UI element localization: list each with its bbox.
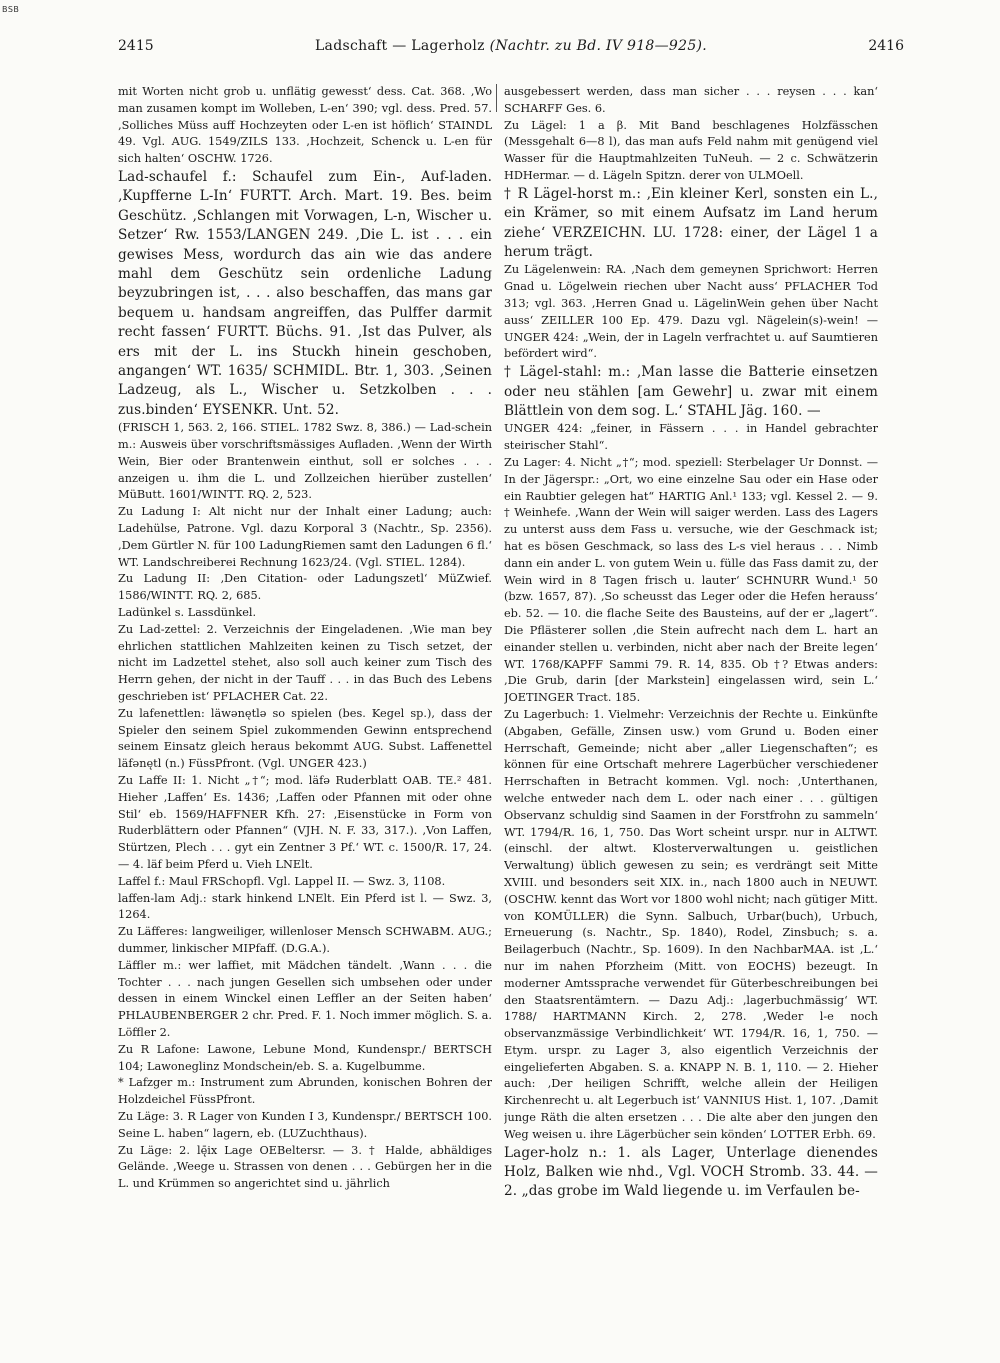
entry-text: (FRISCH 1, 563. 2, 166. STIEL. 1782 Swz. 8, 386.) — Lad-schein m.: Ausweis über vorschriftsmässiges Aufladen. ‚Wenn der Wirth Wein, Bier oder Brantenwein einthut, soll er solches . . . anzeigen u. ihm die L. und Zollzeichen hierüber zustellen‘ MüButt. 1601/WINTT. RQ. 2, 523. — [118, 421, 492, 502]
entry-text: Zu Ladung II: ‚Den Citation- oder Ladungszetl‘ MüZwief. 1586/WINTT. RQ. 2, 685. — [118, 572, 492, 603]
dictionary-entry — [118, 504, 492, 571]
entry-text: UNGER 424: „feiner, in Fässern . . . in Handel gebrachter steirischer Stahl“. — [504, 422, 878, 453]
right-column — [504, 84, 878, 1259]
dictionary-entry — [504, 421, 878, 455]
dictionary-entry — [118, 891, 492, 925]
dictionary-entry — [118, 571, 492, 605]
entry-text: Zu Laffe II: 1. Nicht „†“; mod. läfə Ruderblatt OAB. TE.² 481. Hieher ‚Laffen‘ Es. 1436; ‚Laffen oder Pfannen mit oder ohne Stil‘ eb. 1569/HAFFNER Kfh. 27: ‚Eisenstücke in Form von Ruderblättern oder Pfannen“ (VJH. N. F. 33, 317.). ‚Von Laffen, Stürtzen, Plech . . . gyt ein Zentner 3 Pf.‘ WT. c. 1500/R. 17, 24. — 4. läf beim Pferd u. Vieh LNElt. — [118, 774, 492, 871]
dictionary-entry — [118, 958, 492, 1042]
running-title-note: (Nachtr. zu Bd. IV 918—925). — [489, 38, 708, 54]
entry-text: Läffler m.: wer laffiet, mit Mädchen tändelt. ‚Wann . . . die Tochter . . . nach jungen Gesellen sich umbsehen oder under dessen in einem Winckel einen Leffler an der Seiten haben‘ PHLAUBENBERGER 2 chr. Pred. F. 1. Noch immer möglich. S. a. Löffler 2. — [118, 958, 492, 1039]
dictionary-entry — [118, 622, 492, 706]
entry-text: Laffel f.: Maul FRSchopfl. Vgl. Lappel II. — Swz. 3, 1108. — [118, 874, 446, 888]
entry-text: Zu Lad-zettel: 2. Verzeichnis der Eingeladenen. ‚Wie man bey ehrlichen stattlichen Mahlzeiten keinen zu Tisch setzet, der nicht im Ladzettel stehet, also soll auch keiner zum Tisch des Herrn gehen, der nicht in der Tauff . . . in das Buch des Lebens geschrieben ist‘ PFLACHER Cat. 22. — [118, 622, 492, 704]
entry-text: ausgebessert werden, dass man sicher . . . reysen . . . kan‘ SCHARFF Ges. 6. — [504, 85, 878, 115]
entry-text: * Lafzger m.: Instrument zum Abrunden, konischen Bohren der Holzdeichel FüssPfront. — [118, 1076, 492, 1107]
dictionary-entry — [118, 168, 492, 420]
dictionary-entry — [504, 363, 878, 421]
dictionary-entry — [118, 605, 492, 622]
dictionary-entry — [504, 1144, 878, 1202]
entry-text: Zu lafenettlen: läwənętlə so spielen (bes. Kegel sp.), dass der Spieler den seinem Spiel zukommenden Gewinn entsprechend seinem Einsatz gleich heraus bekommt AUG. Subst. Laffenettel läfənętl (n.) FüssPfront. (Vgl. UNGER 423.) — [118, 706, 492, 771]
entry-text: Zu Ladung I: Alt nicht nur der Inhalt einer Ladung; auch: Ladehülse, Patrone. Vgl. dazu Korporal 3 (Nachtr., Sp. 2356). ‚Dem Gürtler N. für 100 LadungRiemen samt den Ladungen 6 fl.‘ WT. Landschreiberei Rechnung 1623/24. (Vgl. STIEL. 1284). — [118, 505, 492, 569]
dictionary-entry — [504, 455, 878, 707]
entry-text: Lager-holz n.: 1. als Lager, Unterlage dienendes Holz, Balken wie nhd., Vgl. VOCH Stromb. 33. 44. — 2. „das grobe im Wald liegende u. im Verfaulen be- — [504, 1144, 878, 1200]
dictionary-entry — [118, 1143, 492, 1193]
page-number-left: 2415 — [118, 38, 154, 54]
dictionary-entry — [118, 773, 492, 874]
entry-text: Zu Lägel: 1 a β. Mit Band beschlagenes Holzfässchen (Messgehalt 6—8 l), das man aufs Feld nahm mit genügend viel Wasser für die Hauptmahlzeiten TuNeuh. — 2 c. Schwätzerin HDHermar. — d. Lägeln Spitzn. derer von ULMOell. — [504, 118, 878, 182]
entry-text: Ladünkel s. Lassdünkel. — [118, 606, 257, 620]
dictionary-entry — [504, 185, 878, 263]
entry-text: Zu Läge: 3. R Lager von Kunden I 3, Kundenspr./ BERTSCH 100. Seine L. haben“ lagern, eb. (LUZuchthaus). — [118, 1109, 492, 1140]
dictionary-entry — [504, 262, 878, 363]
dictionary-entry — [118, 874, 492, 891]
dictionary-entry — [118, 420, 492, 504]
dictionary-entry — [118, 1109, 492, 1143]
left-column — [118, 84, 492, 1259]
entry-text: laffen-lam Adj.: stark hinkend LNElt. Ein Pferd ist l. — Swz. 3, 1264. — [118, 891, 492, 922]
entry-text: Zu Lagerbuch: 1. Vielmehr: Verzeichnis der Rechte u. Einkünfte (Abgaben, Gefälle, Zinsen usw.) vom Grund u. Boden einer Herrschaft, Gemeinde; nicht aber „aller Liegenschaften“; es können für eine Ortschaft mehrere Lagerbücher verschiedener Herrschaften in Betracht kommen. Vgl. noch: ‚Unterthanen, welche entweder nach dem L. oder nach einer . . . gültigen Observanz schuldig sind Saamen in der Forstfrohn zu sammeln‘ WT. 1794/R. 16, 1, 750. Das Wort scheint urspr. nur in ALTWT. (einschl. der altwt. Klosterverwaltungen u. geistlichen Verwaltung) üblich gewesen zu sein; es verdrängt seit Mitte XVIII. und besonders seit XIX. in., nach 1800 auch in NEUWT. (OSCHW. kennt das Wort vor 1800 wohl nicht; nach gütiger Mitt. von KOMÜLLER) die Synn. Salbuch, Urbar(buch), Urbuch, Erneuerung (s. Nachtr., Sp. 1840), Rodel, Zinsbuch; s. a. Beilagerbuch (Nachtr., Sp. 1609). In den NachbarMAA. ist ‚L.‘ nur im nahen Pforzheim (Mitt. von EOCHS) bezeugt. In moderner Amtssprache verwendet für Güterbeschreibungen bei den Staatsrentämtern. — Dazu Adj.: ‚lagerbuchmässig‘ WT. 1788/ HARTMANN Kirch. 2, 278. ‚Weder l-e noch observanzmässige Verbindlichkeit‘ WT. 1794/R. 16, 1, 750. — Etym. urspr. zu Lager 3, also eigentlich Verzeichnis der eingelieferten Abgaben. S. a. KNAPP N. B. 1, 110. — 2. Hieher auch: ‚Der heiligen Schrifft, welche allein der Heiligen Kirchenrecht u. alt Legerbuch ist‘ VANNIUS Hist. 1, 107. ‚Damit junge Räth die alten ersetzen . . . Die alte aber den jungen den Weg weisen u. ihre Lägerbücher sein könden‘ LOTTER Erbh. 69. — [504, 707, 878, 1141]
library-mark: BSB — [2, 5, 20, 14]
running-title-main: Ladschaft — Lagerholz — [314, 38, 485, 54]
page-number-right: 2416 — [868, 38, 904, 54]
column-divider — [496, 84, 497, 112]
dictionary-entry — [118, 924, 492, 958]
entry-text: Zu Läge: 2. lę̄ix Lage OEBeltersr. — 3. † Halde, abhäldiges Gelände. ‚Weege u. Strassen von denen . . . Gebürgen her in die L. und Krümmen so angerichtet sind u. jährlich — [118, 1143, 492, 1191]
entry-text: Lad-schaufel f.: Schaufel zum Ein-, Auf-laden. ‚Kupfferne L-In‘ FURTT. Arch. Mart. 19. Bes. beim Geschütz. ‚Schlangen mit Vorwagen, L-n, Wischer u. Setzer‘ Rw. 1553/LANGEN 249. ‚Die L. ist . . . ein gewises Mess, wordurch das ain wie das andere mahl dem Geschütz sein ordenliche Ladung beyzubringen ist, . . . also beschaffen, das mans gar bequem u. handsam angreiffen, das Pulffer darmit recht fassen‘ FURTT. Büchs. 91. ‚Ist das Pulver, als ers mit der L. ins Stuckh hinein geschoben, angangen‘ WT. 1635/ SCHMIDL. Btr. 1, 303. ‚Seinen Ladzeug, als L., Wischer u. Setzkolben . . . zus.binden‘ EYSENKR. Unt. 52. — [118, 168, 492, 418]
entry-text: † R Lägel-horst m.: ‚Ein kleiner Kerl, sonsten ein L., ein Krämer, so mit einem Aufsatz im Land herum ziehe‘ VERZEICHN. LU. 1728: einer, der Lägel 1 a herum trägt. — [504, 185, 878, 260]
dictionary-entry — [118, 1075, 492, 1109]
entry-text: mit Worten nicht grob u. unflätig gewesst‘ dess. Cat. 368. ‚Wo man zusamen kompt im Wolleben, L-en‘ 390; vgl. dess. Pred. 57. ‚Solliches Müss auff Hochzeyten oder L-en ist höflich‘ STAINDL 49. Vgl. AUG. 1549/ZILS 133. ‚Hochzeit, Schenck u. L-en für sich halten‘ OSCHW. 1726. — [118, 85, 492, 166]
entry-text: Zu R Lafone: Lawone, Lebune Mond, Kundenspr./ BERTSCH 104; Lawoneglinz Mondschein/eb. S. a. Kugelbumme. — [118, 1042, 492, 1073]
entry-text: Zu Lägelenwein: RA. ‚Nach dem gemeynen Sprichwort: Herren Gnad u. Lögelwein riechen uber Nacht auss‘ PFLACHER Tod 313; vgl. 363. ‚Herren Gnad u. LägelinWein gehen über Nacht auss‘ ZEILLER 100 Ep. 479. Dazu vgl. Nägelein(s)-wein! — UNGER 424: „Wein, der in Lageln verfrachtet u. auf Saumtieren befördert wird“. — [504, 263, 878, 361]
dictionary-entry — [118, 1042, 492, 1076]
entry-text: Zu Lager: 4. Nicht „†“; mod. speziell: Sterbelager Ur Donnst. — In der Jägerspr.: „Ort, wo eine einzelne Sau oder ein Hase oder ein Raubtier gelegen hat“ HARTIG Anl.¹ 133; vgl. Kessel 2. — 9. † Weinhefe. ‚Wann der Wein will saiger werden. Lass des Lagers zu unterst auss dem Fass u. versuche, wie der Geschmack ist; hat es bösen Geschmack, so lass des L-s viel heraus . . . Nimb dann ein ander L. von gutem Wein u. fülle das Fass damit zu, der Wein wird in 8 Tagen frisch u. lauter‘ SCHNURR Wund.¹ 50 (bzw. 1657, 87). ‚So scheusst das Leger oder die Hefen herauss‘ eb. 52. — 10. die flache Seite des Bausteins, auf der er „lagert“. Die Pflästerer sollen ‚die Stein aufrecht nach dem L. hart an einander stellen u. verbinden, nicht aber nach der Breite legen‘ WT. 1768/KAPFF Sammi 79. R. 14, 835. Ob †? Etwas anders: ‚Die Grub, darin [der Markstein] eingelassen wird, sein L.‘ JOETINGER Tract. 185. — [504, 456, 878, 705]
dictionary-entry — [504, 707, 878, 1144]
page-header — [118, 38, 904, 58]
entry-text: Zu Läfferes: langweiliger, willenloser Mensch SCHWABM. AUG.; dummer, linkischer MIPfaff. (D.G.A.). — [118, 925, 492, 955]
dictionary-entry — [504, 84, 878, 118]
dictionary-entry — [504, 118, 878, 185]
dictionary-entry — [118, 706, 492, 773]
dictionary-entry — [118, 84, 492, 168]
entry-text: † Lägel-stahl: m.: ‚Man lasse die Batterie einsetzen oder neu stählen [am Gewehr] u. zwar mit einem Blättlein von dem sog. L.‘ STAHL Jäg. 160. — — [504, 364, 878, 419]
running-title — [118, 38, 904, 54]
